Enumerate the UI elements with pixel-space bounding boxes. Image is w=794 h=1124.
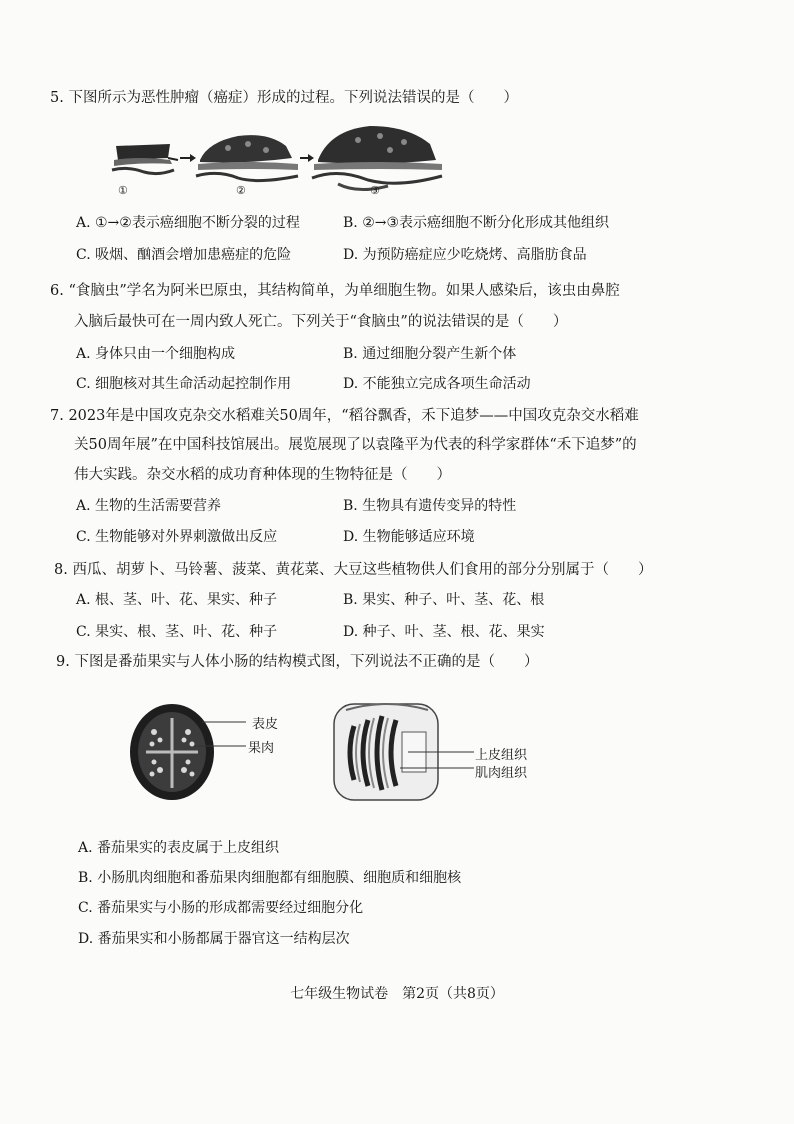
q9-option-c: C. 番茄果实与小肠的形成都需要经过细胞分化 — [78, 900, 364, 916]
q6-line-2: 入脑后最快可在一周内致人死亡。下列关于“食脑虫”的说法错误的是（ ） — [74, 314, 568, 330]
q6-option-c: C. 细胞核对其生命活动起控制作用 — [76, 376, 292, 392]
q5-stem: 5. 下图所示为恶性肿瘤（癌症）形成的过程。下列说法错误的是（ ） — [50, 90, 518, 106]
label-flesh: 果肉 — [248, 741, 275, 756]
q6-option-a: A. 身体只由一个细胞构成 — [76, 346, 236, 362]
q7-option-c: C. 生物能够对外界刺激做出反应 — [76, 529, 278, 545]
q9-stem: 9. 下图是番茄果实与人体小肠的结构模式图，下列说法不正确的是（ ） — [56, 654, 539, 670]
q5-option-b: B. ②→③表示癌细胞不断分化形成其他组织 — [343, 215, 610, 231]
q7-option-d: D. 生物能够适应环境 — [343, 529, 475, 545]
q5-option-a: A. ①→②表示癌细胞不断分裂的过程 — [76, 215, 300, 231]
fig-label-2: ② — [236, 184, 246, 197]
label-epithelial: 上皮组织 — [475, 748, 528, 763]
q9-option-a: A. 番茄果实的表皮属于上皮组织 — [78, 840, 280, 856]
q6-option-b: B. 通过细胞分裂产生新个体 — [343, 346, 517, 362]
q8-option-b: B. 果实、种子、叶、茎、花、根 — [343, 592, 545, 608]
q7-line-1: 7. 2023年是中国攻克杂交水稻难关50周年，“稻谷飘香，禾下追梦——中国攻克杂交水稻难 — [50, 408, 639, 424]
page-footer: 七年级生物试卷 第2页（共8页） — [290, 986, 504, 1002]
q7-line-3: 伟大实践。杂交水稻的成功育种体现的生物特征是（ ） — [74, 467, 451, 483]
q9-option-d: D. 番茄果实和小肠都属于器官这一结构层次 — [78, 931, 350, 947]
q5-option-c: C. 吸烟、酗酒会增加患癌症的危险 — [76, 247, 292, 263]
q7-line-2: 关50周年展”在中国科技馆展出。展览展现了以袁隆平为代表的科学家群体“禾下追梦”的 — [74, 437, 637, 453]
tumor-stage-1 — [112, 144, 178, 174]
tomato-section-figure — [124, 696, 250, 806]
q8-stem: 8. 西瓜、胡萝卜、马铃薯、菠菜、黄花菜、大豆这些植物供人们食用的部分分别属于（ ） — [54, 562, 653, 578]
fig-label-3: ③ — [370, 184, 380, 197]
q7-option-b: B. 生物具有遗传变异的特性 — [343, 498, 517, 514]
q8-option-c: C. 果实、根、茎、叶、花、种子 — [76, 624, 278, 640]
label-skin: 表皮 — [252, 717, 279, 732]
q6-line-1: 6. “食脑虫”学名为阿米巴原虫，其结构简单，为单细胞生物。如果人感染后，该虫由鼻腔 — [50, 283, 620, 299]
small-intestine-figure — [316, 696, 476, 808]
q8-option-d: D. 种子、叶、茎、根、花、果实 — [343, 624, 545, 640]
tumor-stage-3 — [312, 126, 442, 190]
q9-option-b: B. 小肠肌肉细胞和番茄果肉细胞都有细胞膜、细胞质和细胞核 — [78, 870, 462, 886]
q6-option-d: D. 不能独立完成各项生命活动 — [343, 376, 531, 392]
tumor-formation-figure — [108, 124, 448, 202]
fig-label-1: ① — [118, 184, 128, 197]
q7-option-a: A. 生物的生活需要营养 — [76, 498, 222, 514]
q8-option-a: A. 根、茎、叶、花、果实、种子 — [76, 592, 278, 608]
q5-option-d: D. 为预防癌症应少吃烧烤、高脂肪食品 — [343, 247, 587, 263]
label-muscle: 肌肉组织 — [475, 766, 528, 781]
tumor-stage-2 — [196, 135, 298, 180]
